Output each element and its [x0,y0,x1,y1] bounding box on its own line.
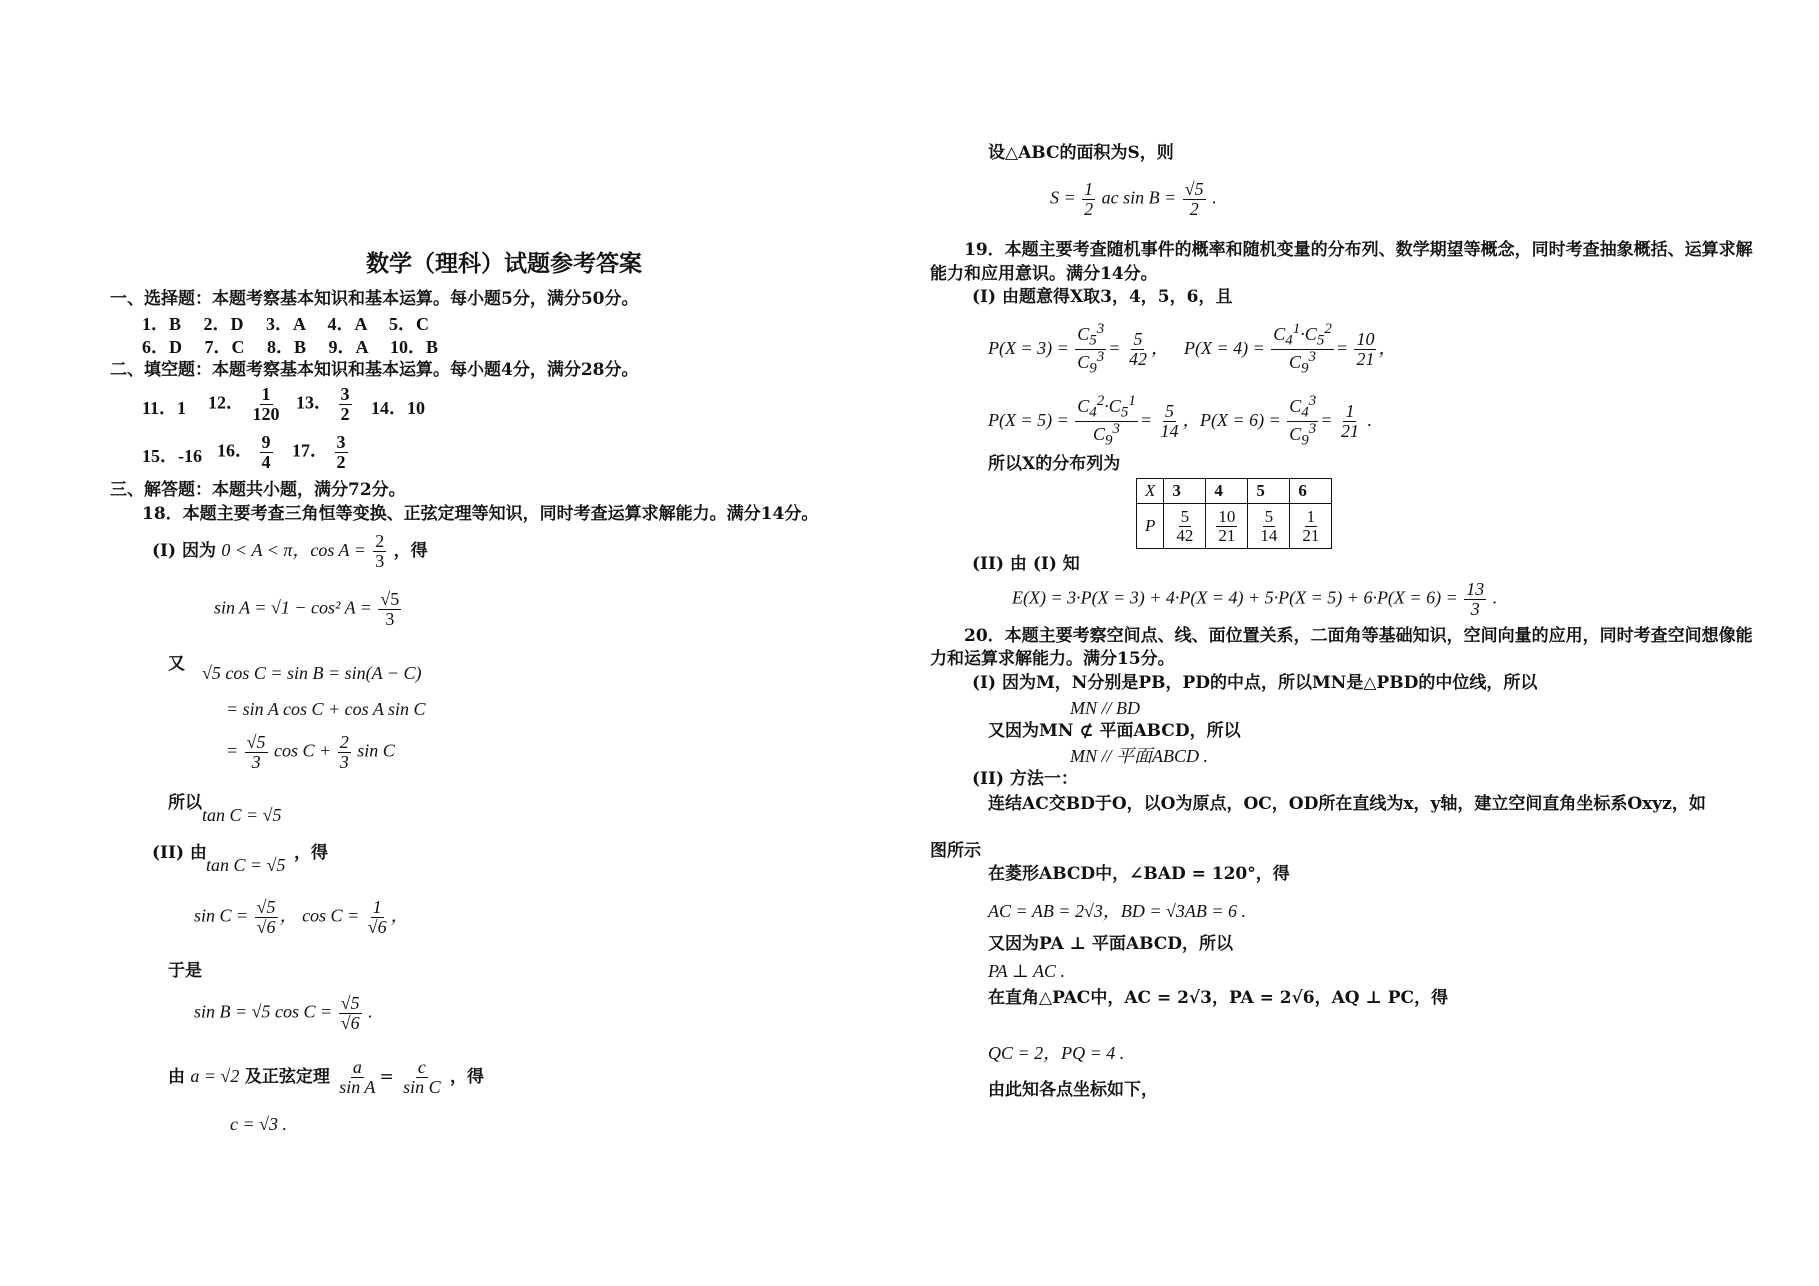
answer-12-label: 12． [208,392,244,413]
eq-line1: √5 cos C = sin B = sin(A − C) [202,663,422,683]
set-area-S: 设△ABC的面积为S，则 [988,143,1174,163]
fraction: $\frac{1}{2}$ [1084,179,1094,219]
q20-part1: (I) 因为M，N分别是PB，PD的中点，所以MN是△PBD的中位线，所以 [972,673,1538,693]
fraction: $\frac{C_4^2\cdot C_5^1}{C_9^3}$ [1077,393,1136,449]
table-header-4: 4 [1206,479,1248,504]
q20-heading: 20．本题主要考察空间点、线、面位置关系，二面角等基础知识，空间向量的应用，同时考查空间想像能 [964,626,1753,646]
PA-perp-AC: PA ⊥ AC . [988,961,1065,981]
fraction: $\frac{c}{\text{sin C}}$ [403,1057,441,1097]
lingxing-line: 在菱形ABCD中，∠BAD = 120°，得 [988,864,1290,884]
answer-11: 11．1 [142,398,187,418]
sec1-answers-row2: 6．D 7．C 8．B 9．A 10．B [142,337,439,357]
tanC-given: tan C = √5 [206,855,286,875]
P-X6: P(X = 6) = $\frac{C_4^3}{C_9^3}$ = $\frac{1}{21}$ . [1200,393,1372,449]
fraction: $\frac{5}{42}$ [1128,329,1147,370]
sec3-heading: 三、解答题：本题共小题，满分72分。 [110,480,406,500]
table-header-X: X [1137,479,1164,504]
tanC-result: tan C = √5 [202,805,282,825]
distribution-table [1136,478,1332,549]
q20-you: 又因为MN ⊄ 平面ABCD，所以 [988,721,1241,741]
fraction: $\frac{√5}{3}$ [380,589,400,629]
S-equation: S = $\frac{1}{2}$ ac sin B = $\frac{√5}{2}$ . [1050,179,1217,219]
PA-perp-plane: 又因为PA ⊥ 平面ABCD，所以 [988,934,1234,954]
q19-part2: (II) 由 (I) 知 [972,554,1080,574]
fraction: $\frac{C_4^1\cdot C_5^2}{C_9^3}$ [1273,321,1332,377]
fraction: $\frac{13}{3}$ [1466,579,1485,619]
table-cell-p6: $\frac{1}{21}$ [1290,504,1332,549]
sinC-cosC: sin C = $\frac{√5}{√6}$ ， cos C = $\frac{1}{√6}$ ， [194,897,409,937]
answer-14: 14．10 [371,398,425,418]
fraction: $\frac{3}{2}$ [340,384,350,424]
q18-heading: 18．本题主要考查三角恒等变换、正弦定理等知识，同时考查运算求解能力。满分14分。 [142,504,819,524]
q20-part2: (II) 方法一： [972,769,1078,789]
dist-intro: 所以X的分布列为 [988,454,1121,474]
table-cell-p5: $\frac{5}{14}$ [1248,504,1290,549]
fraction: $\frac{√5}{2}$ [1184,179,1204,219]
table-header-3: 3 [1164,479,1206,504]
table-cell-p3: $\frac{5}{42}$ [1164,504,1206,549]
fraction: $\frac{10}{21}$ [1356,329,1375,370]
fraction: $\frac{3}{2}$ [336,432,346,472]
page-title: 数学（理科）试题参考答案 [366,250,642,277]
sinA-equation: sin A = √1 − cos² A = $\frac{√5}{3}$ [214,589,400,629]
QC-PQ: QC = 2，PQ = 4 . [988,1043,1125,1063]
answer-16 [217,433,275,472]
fraction: $\frac{√5}{√6}$ [340,993,360,1033]
answer-13-label: 13． [296,392,332,413]
fraction: $\frac{5}{14}$ [1160,401,1179,442]
fraction: $\frac{2}{3}$ [375,531,385,571]
fraction: $\frac{1}{√6}$ [367,897,387,937]
answer-17 [292,433,350,472]
fraction: $\frac{1}{120}$ [252,384,280,424]
q19-part1: (I) 由题意得X取3，4，5，6，且 [972,287,1233,307]
part2-de: ，得 [294,843,328,863]
answer-16-label: 16． [217,440,253,461]
MN-parallel-plane: MN // 平面ABCD . [1070,746,1208,766]
q19-heading: 19．本题主要考查随机事件的概率和随机变量的分布列、数学期望等概念，同时考查抽象概括、运算求解 [964,240,1753,260]
fraction: $\frac{1}{21}$ [1340,401,1359,442]
sec1-answers-row1: 1．B 2．D 3．A 4．A 5．C [142,314,430,334]
yushi-label: 于是 [168,961,202,981]
eq-line2: = sin A cos C + cos A sin C [226,699,426,719]
q19-heading-cont: 能力和应用意识。满分14分。 [930,264,1158,284]
P-X5: P(X = 5) = $\frac{C_4^2\cdot C_5^1}{C_9^3}$ = $\frac{5}{14}$ ， [988,393,1201,449]
table-cell-P: P [1137,504,1164,549]
table-header-6: 6 [1290,479,1332,504]
right-triangle-line: 在直角△PAC中，AC = 2√3，PA = 2√6，AQ ⊥ PC，得 [988,988,1449,1008]
fraction: $\frac{√5}{√6}$ [256,897,276,937]
sec1-heading: 一、选择题：本题考察基本知识和基本运算。每小题5分，满分50分。 [110,289,639,309]
fraction: $\frac{2}{3}$ [339,732,349,772]
you-label: 又 [168,654,185,674]
P-X3: P(X = 3) = $\frac{C_5^3}{C_9^3}$ = $\frac{5}{42}$ ， [988,321,1169,377]
c-result: c = √3 . [230,1114,288,1134]
expectation-equation: E(X) = 3·P(X = 3) + 4·P(X = 4) + 5·P(X = 5) + 6·P(X = 6) = $\frac{13}{3}$ . [1012,579,1498,619]
P-X4: P(X = 4) = $\frac{C_4^1\cdot C_5^2}{C_9^3}$ = $\frac{10}{21}$ ， [1184,321,1397,377]
q18-part1: (I) 因为 0 < A < π，cos A = $\frac{2}{3}$ ，得 [152,531,428,571]
eq-line3: = $\frac{√5}{3}$ cos C + $\frac{2}{3}$ sin C [226,732,395,772]
table-cell-p4: $\frac{10}{21}$ [1206,504,1248,549]
fraction: $\frac{C_5^3}{C_9^3}$ [1077,321,1105,377]
answer-15: 15．-16 [142,446,202,466]
q20-heading-cont: 力和运算求解能力。满分15分。 [930,649,1175,669]
fraction: $\frac{a}{\text{sin A}}$ [339,1057,376,1097]
MN-parallel-BD: MN // BD [1070,698,1140,718]
sine-law-line: 由 a = √2 及正弦定理 $\frac{a}{\text{sin A}}$ = $\frac{c}{\text{sin C}}$ ，得 [168,1057,485,1097]
answer-12 [208,385,284,424]
table-header-5: 5 [1248,479,1290,504]
fraction: $\frac{C_4^3}{C_9^3}$ [1289,393,1317,449]
tusuoshi: 图所示 [930,841,981,861]
sec2-heading: 二、填空题：本题考察基本知识和基本运算。每小题4分，满分28分。 [110,360,639,380]
answer-17-label: 17． [292,440,328,461]
sinB-equation: sin B = √5 cos C = $\frac{√5}{√6}$ . [194,993,373,1033]
answer-13 [296,385,354,424]
AC-equation: AC = AB = 2√3，BD = √3AB = 6 . [988,901,1246,921]
fraction: $\frac{√5}{3}$ [246,732,266,772]
lianjie-line: 连结AC交BD于O，以O为原点，OC，OD所在直线为x，y轴，建立空间直角坐标系Oxyz，如 [988,794,1706,814]
q18-part2: (II) 由 [152,843,207,863]
coords-intro: 由此知各点坐标如下， [988,1080,1158,1100]
suoyi-label: 所以 [168,793,202,813]
fraction: $\frac{9}{4}$ [261,432,271,472]
